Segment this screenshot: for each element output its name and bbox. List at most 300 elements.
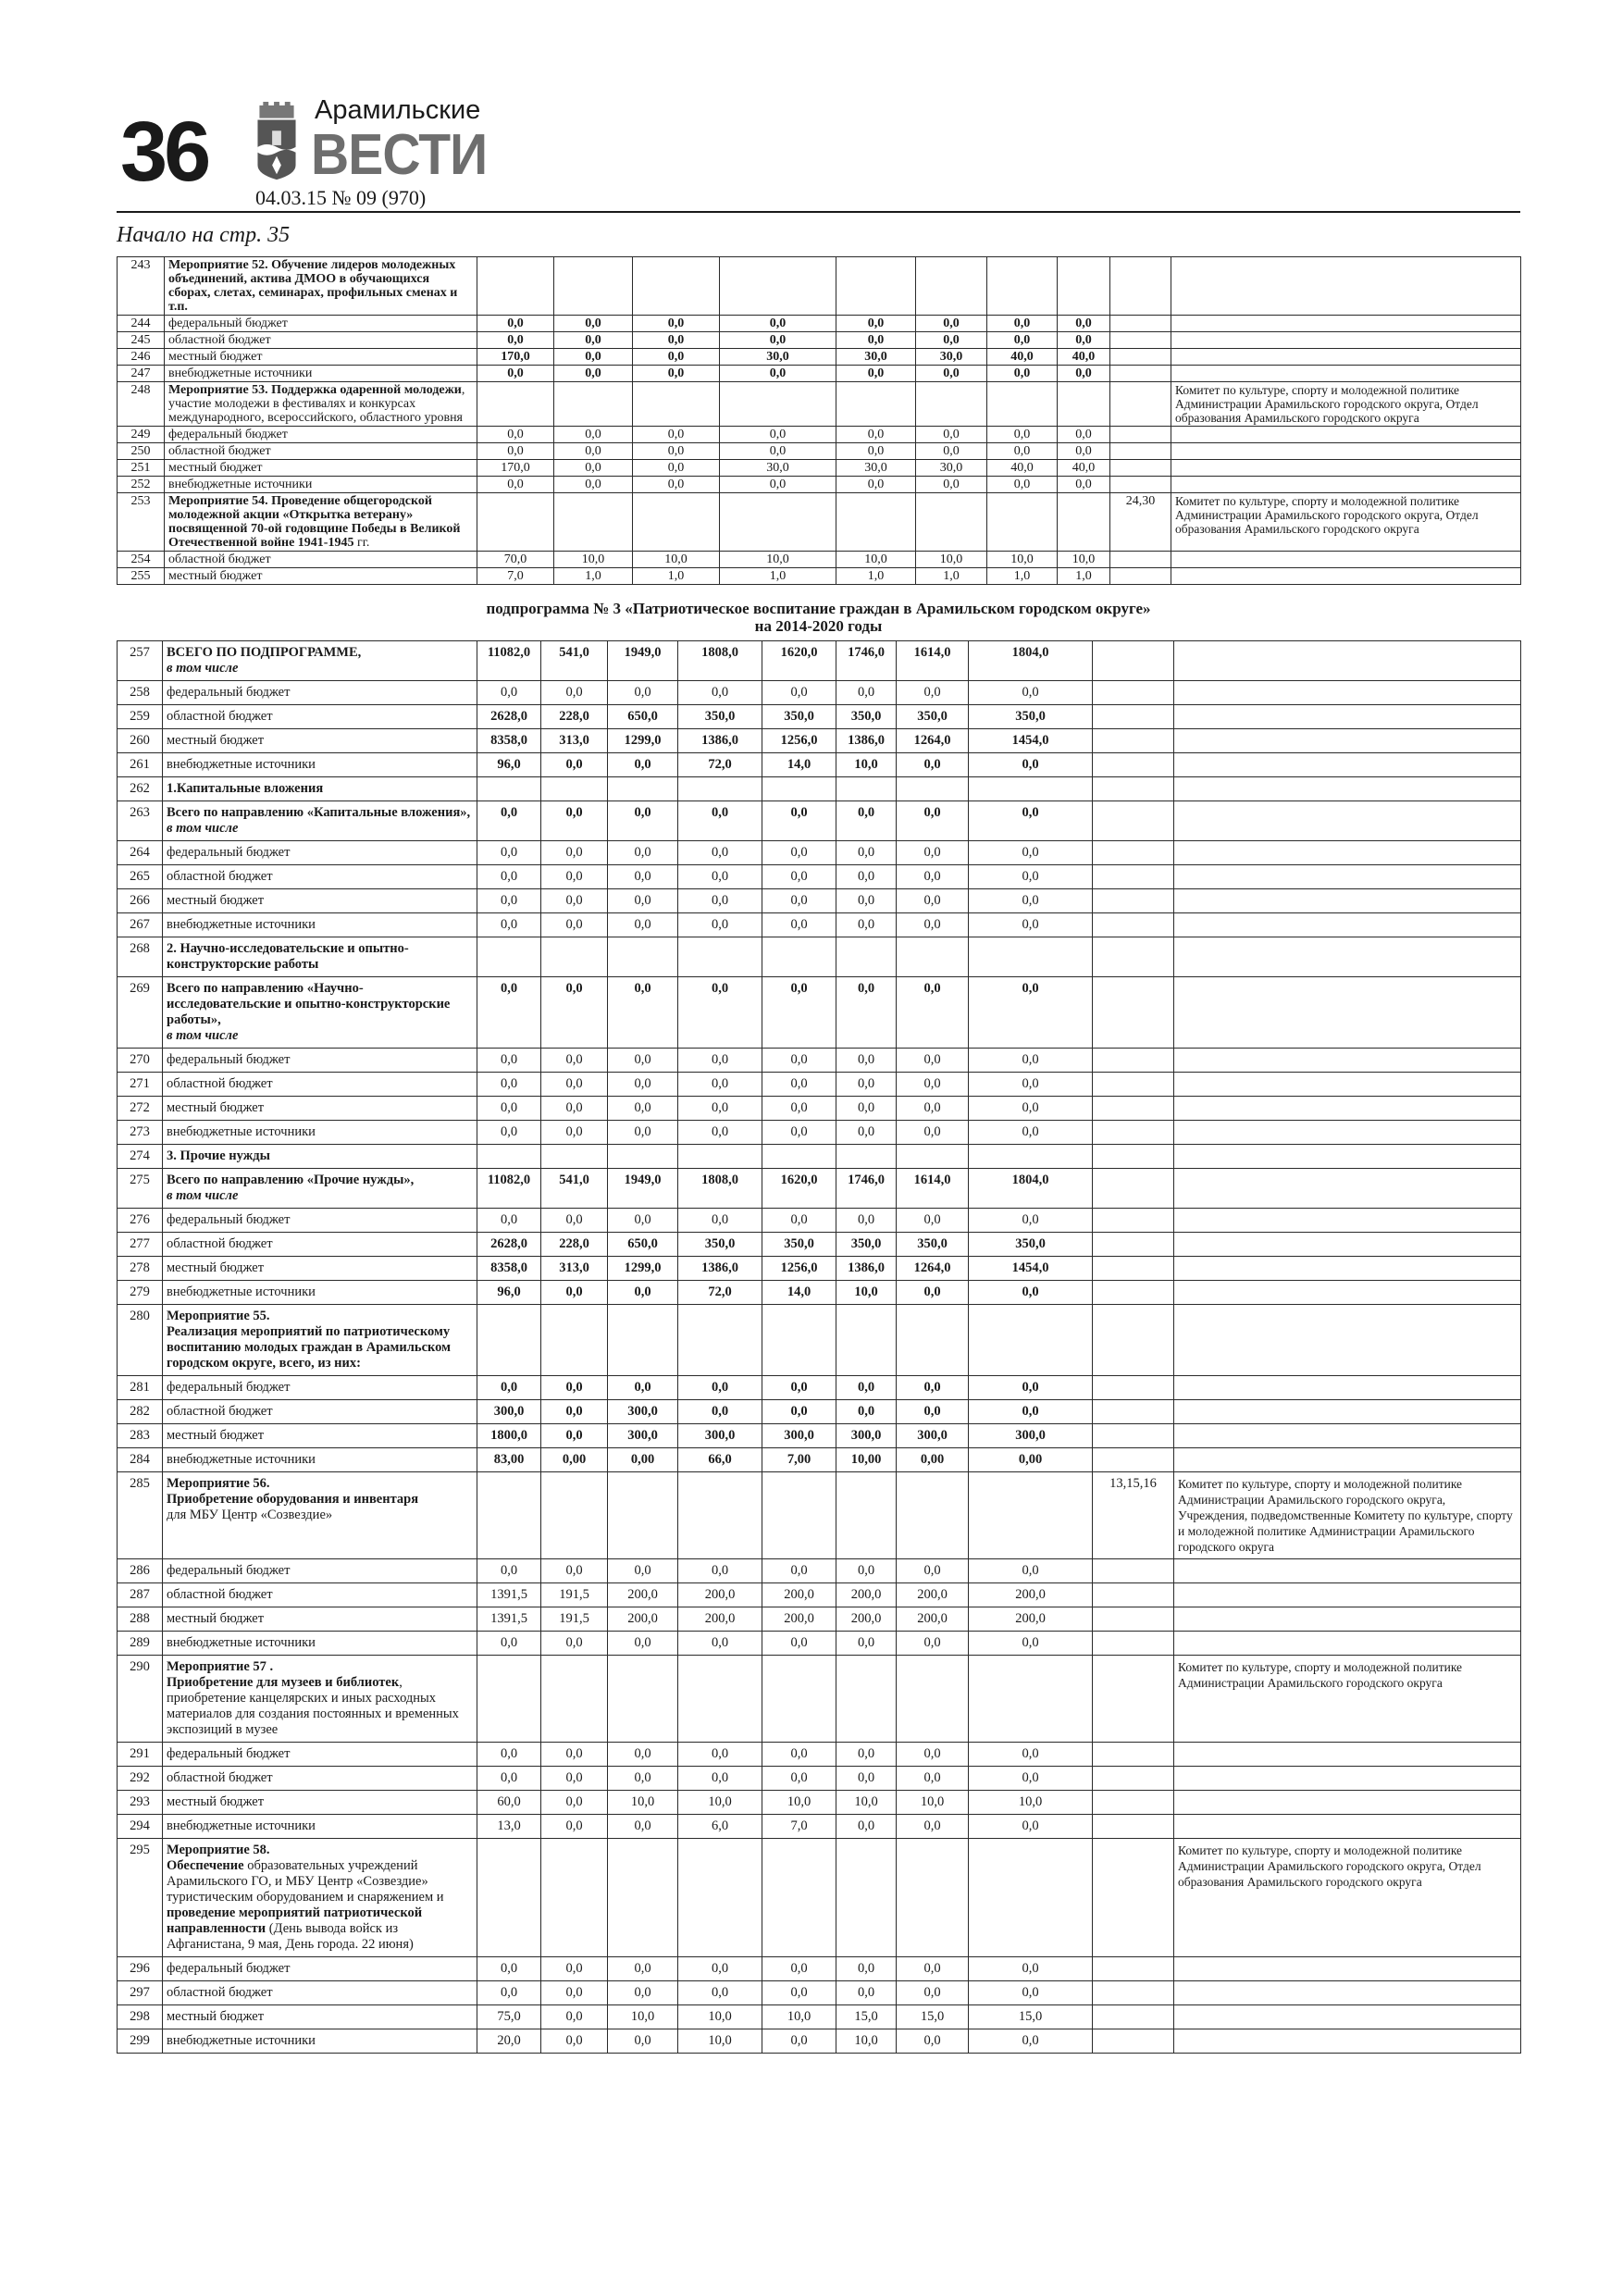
value-cell: 0,0: [678, 1743, 762, 1767]
value-cell: [541, 777, 608, 801]
subprogram-title-line2: на 2014-2020 годы: [754, 617, 883, 635]
label-segment: Мероприятие 57 . Приобретение для музеев и библиотек: [167, 1659, 400, 1690]
row-number: 244: [118, 316, 165, 332]
executor-cell: [1174, 977, 1521, 1049]
value-cell: 0,0: [554, 443, 633, 460]
value-cell: 0,0: [1058, 316, 1110, 332]
subprogram-3-table: [117, 640, 1521, 2054]
value-cell: 0,0: [678, 1632, 762, 1656]
value-cell: 0,0: [762, 889, 836, 913]
executor-cell: [1171, 316, 1521, 332]
value-cell: 0,0: [969, 2029, 1093, 2054]
continued-from-note: Начало на стр. 35: [117, 223, 291, 247]
value-cell: 0,0: [969, 1376, 1093, 1400]
value-cell: 0,0: [969, 1049, 1093, 1073]
value-cell: [987, 257, 1058, 316]
value-cell: 650,0: [608, 1233, 678, 1257]
row-number: 278: [118, 1257, 163, 1281]
table-row: [118, 753, 1521, 777]
value-cell: 1804,0: [969, 641, 1093, 681]
value-cell: 1808,0: [678, 641, 762, 681]
executor-cell: [1174, 889, 1521, 913]
row-number: 284: [118, 1448, 163, 1472]
value-cell: 0,0: [541, 1376, 608, 1400]
value-cell: 11082,0: [477, 1169, 541, 1209]
value-cell: [916, 493, 987, 552]
value-cell: 0,0: [916, 443, 987, 460]
label-segment: гг.: [356, 536, 370, 550]
value-cell: 0,0: [969, 753, 1093, 777]
value-cell: 1256,0: [762, 1257, 836, 1281]
value-cell: 0,0: [762, 1400, 836, 1424]
row-label: [165, 332, 477, 349]
value-cell: 10,0: [608, 2005, 678, 2029]
row-number: 261: [118, 753, 163, 777]
value-cell: 0,00: [541, 1448, 608, 1472]
row-label: [163, 841, 477, 865]
value-cell: [1058, 257, 1110, 316]
value-cell: 14,0: [762, 753, 836, 777]
value-cell: 0,0: [678, 1209, 762, 1233]
value-cell: 300,0: [836, 1424, 897, 1448]
target-indicators-cell: [1093, 1957, 1174, 1981]
row-label: [165, 443, 477, 460]
table-row: [118, 366, 1521, 382]
row-number: 286: [118, 1559, 163, 1583]
value-cell: [916, 382, 987, 427]
value-cell: 0,0: [541, 1815, 608, 1839]
value-cell: [836, 777, 897, 801]
label-segment: областной бюджет: [167, 1587, 273, 1602]
value-cell: 10,0: [987, 552, 1058, 568]
row-number: 249: [118, 427, 165, 443]
table-row: [118, 1583, 1521, 1607]
value-cell: [678, 1145, 762, 1169]
target-indicators-cell: [1093, 2005, 1174, 2029]
value-cell: [477, 777, 541, 801]
table-row: [118, 1049, 1521, 1073]
value-cell: 0,0: [720, 477, 836, 493]
target-indicators-cell: [1093, 1767, 1174, 1791]
value-cell: 228,0: [541, 1233, 608, 1257]
table-row: [118, 382, 1521, 427]
executor-cell: [1171, 366, 1521, 382]
label-segment: местный бюджет: [167, 893, 265, 908]
target-indicators-cell: [1093, 1305, 1174, 1376]
value-cell: 0,0: [608, 913, 678, 937]
value-cell: 1620,0: [762, 1169, 836, 1209]
value-cell: 300,0: [762, 1424, 836, 1448]
row-number: 274: [118, 1145, 163, 1169]
target-indicators-cell: [1110, 427, 1171, 443]
value-cell: 10,0: [678, 1791, 762, 1815]
value-cell: 15,0: [897, 2005, 969, 2029]
value-cell: 0,0: [1058, 477, 1110, 493]
value-cell: 0,0: [678, 913, 762, 937]
table-row: [118, 2005, 1521, 2029]
value-cell: [762, 1145, 836, 1169]
value-cell: 1454,0: [969, 1257, 1093, 1281]
row-number: 264: [118, 841, 163, 865]
label-segment: Всего по направлению «Прочие нужды»,: [167, 1173, 415, 1187]
row-number: 269: [118, 977, 163, 1049]
row-number: 263: [118, 801, 163, 841]
value-cell: 350,0: [762, 705, 836, 729]
row-label: [165, 477, 477, 493]
value-cell: 1949,0: [608, 641, 678, 681]
row-number: 297: [118, 1981, 163, 2005]
value-cell: 0,0: [541, 2029, 608, 2054]
value-cell: [987, 493, 1058, 552]
row-number: 282: [118, 1400, 163, 1424]
target-indicators-cell: [1093, 1257, 1174, 1281]
value-cell: 7,0: [477, 568, 554, 585]
label-segment: в том числе: [167, 661, 239, 676]
row-label: [165, 316, 477, 332]
row-label: [163, 1448, 477, 1472]
value-cell: 0,0: [969, 1073, 1093, 1097]
row-label: [163, 1656, 477, 1743]
table-row: [118, 332, 1521, 349]
value-cell: 1746,0: [836, 641, 897, 681]
label-segment: в том числе: [167, 1188, 239, 1203]
row-label: [163, 1281, 477, 1305]
value-cell: 0,0: [633, 443, 720, 460]
table-row: [118, 1472, 1521, 1559]
value-cell: 0,0: [477, 841, 541, 865]
value-cell: 0,0: [608, 1097, 678, 1121]
label-segment: (День вывода войск из Афганистана, 9 мая, День города. 22 июня): [167, 1921, 414, 1952]
value-cell: 0,0: [678, 1559, 762, 1583]
value-cell: 30,0: [836, 349, 916, 366]
row-label: [163, 1472, 477, 1559]
label-segment: в том числе: [167, 821, 239, 836]
value-cell: 0,0: [916, 477, 987, 493]
label-segment: областной бюджет: [167, 1770, 273, 1785]
value-cell: 20,0: [477, 2029, 541, 2054]
value-cell: 0,0: [836, 1121, 897, 1145]
label-segment: федеральный бюджет: [167, 1563, 291, 1578]
value-cell: [633, 382, 720, 427]
target-indicators-cell: [1093, 977, 1174, 1049]
label-segment: образовательных учреждений Арамильского ГО, и МБУ Центр «Созвездие» туристическим оборудованием и снаряжением и: [167, 1858, 444, 1905]
label-segment: Мероприятие 55. Реализация мероприятий по патриотическому воспитанию молодых граждан в Арамильском городском округе, всего, из них:: [167, 1309, 452, 1371]
value-cell: 0,0: [720, 316, 836, 332]
value-cell: 0,0: [678, 865, 762, 889]
row-label: [163, 865, 477, 889]
executor-cell: [1174, 705, 1521, 729]
label-segment: местный бюджет: [167, 733, 265, 748]
target-indicators-cell: [1093, 1233, 1174, 1257]
label-segment: Мероприятие 52. Обучение лидеров молодежных объединений, актива ДМОО в обучающихся сборах, слетах, семинарах, профильных сменах и т.п.: [168, 258, 458, 314]
target-indicators-cell: [1093, 1448, 1174, 1472]
row-label: [163, 753, 477, 777]
row-number: 299: [118, 2029, 163, 2054]
value-cell: 0,0: [987, 332, 1058, 349]
executor-cell: [1174, 1743, 1521, 1767]
value-cell: [897, 1305, 969, 1376]
value-cell: [897, 937, 969, 977]
table-row: [118, 1791, 1521, 1815]
value-cell: 0,0: [477, 1209, 541, 1233]
value-cell: 0,0: [969, 1559, 1093, 1583]
target-indicators-cell: [1093, 1209, 1174, 1233]
label-segment: внебюджетные источники: [167, 1124, 316, 1139]
value-cell: [969, 937, 1093, 977]
row-label: [163, 1767, 477, 1791]
row-label: [163, 1583, 477, 1607]
row-number: 262: [118, 777, 163, 801]
row-number: 276: [118, 1209, 163, 1233]
value-cell: 7,00: [762, 1448, 836, 1472]
value-cell: 0,0: [608, 681, 678, 705]
value-cell: 0,0: [987, 427, 1058, 443]
target-indicators-cell: [1093, 937, 1174, 977]
value-cell: 0,0: [633, 366, 720, 382]
value-cell: 0,0: [836, 1376, 897, 1400]
row-number: 257: [118, 641, 163, 681]
target-indicators-cell: [1110, 257, 1171, 316]
value-cell: 10,0: [762, 1791, 836, 1815]
value-cell: 0,0: [477, 801, 541, 841]
target-indicators-cell: 24,30: [1110, 493, 1171, 552]
value-cell: [678, 1656, 762, 1743]
value-cell: 0,0: [836, 332, 916, 349]
value-cell: [477, 382, 554, 427]
value-cell: 1386,0: [678, 729, 762, 753]
row-label: [163, 1169, 477, 1209]
label-segment: внебюджетные источники: [168, 366, 313, 380]
row-number: 253: [118, 493, 165, 552]
value-cell: 0,0: [916, 427, 987, 443]
value-cell: 350,0: [969, 705, 1093, 729]
row-number: 248: [118, 382, 165, 427]
value-cell: 0,0: [836, 366, 916, 382]
value-cell: 0,0: [678, 1376, 762, 1400]
value-cell: 0,0: [678, 681, 762, 705]
value-cell: 0,0: [762, 1981, 836, 2005]
value-cell: 8358,0: [477, 1257, 541, 1281]
row-label: [165, 427, 477, 443]
value-cell: 541,0: [541, 1169, 608, 1209]
value-cell: 1391,5: [477, 1583, 541, 1607]
row-label: [163, 1097, 477, 1121]
value-cell: 0,0: [541, 1767, 608, 1791]
value-cell: 0,0: [633, 349, 720, 366]
table-row: [118, 1743, 1521, 1767]
value-cell: [836, 937, 897, 977]
target-indicators-cell: [1110, 366, 1171, 382]
value-cell: 0,0: [720, 332, 836, 349]
value-cell: [969, 1656, 1093, 1743]
value-cell: 10,0: [554, 552, 633, 568]
value-cell: 10,0: [633, 552, 720, 568]
table-row: [118, 1073, 1521, 1097]
value-cell: [554, 493, 633, 552]
value-cell: [678, 777, 762, 801]
target-indicators-cell: [1093, 729, 1174, 753]
value-cell: [678, 1305, 762, 1376]
target-indicators-cell: [1093, 1656, 1174, 1743]
executor-cell: [1174, 913, 1521, 937]
value-cell: 1,0: [720, 568, 836, 585]
value-cell: 200,0: [897, 1607, 969, 1632]
target-indicators-cell: [1093, 841, 1174, 865]
value-cell: [836, 493, 916, 552]
value-cell: 0,0: [541, 865, 608, 889]
value-cell: 72,0: [678, 1281, 762, 1305]
executor-cell: [1174, 1257, 1521, 1281]
value-cell: 0,0: [541, 1281, 608, 1305]
executor-cell: [1174, 1424, 1521, 1448]
label-segment: для МБУ Центр «Созвездие»: [167, 1508, 333, 1522]
label-segment: местный бюджет: [167, 1260, 265, 1275]
value-cell: 72,0: [678, 753, 762, 777]
value-cell: 14,0: [762, 1281, 836, 1305]
value-cell: 0,0: [608, 865, 678, 889]
value-cell: 0,0: [762, 1209, 836, 1233]
table-row: [118, 913, 1521, 937]
value-cell: 0,0: [969, 1097, 1093, 1121]
value-cell: 0,0: [1058, 332, 1110, 349]
value-cell: 0,0: [541, 913, 608, 937]
row-label: [163, 681, 477, 705]
executor-cell: [1171, 477, 1521, 493]
value-cell: 0,0: [762, 1632, 836, 1656]
value-cell: 1808,0: [678, 1169, 762, 1209]
value-cell: 0,0: [541, 681, 608, 705]
value-cell: 191,5: [541, 1583, 608, 1607]
value-cell: 0,0: [554, 366, 633, 382]
executor-cell: [1174, 2005, 1521, 2029]
value-cell: [633, 493, 720, 552]
label-segment: федеральный бюджет: [168, 316, 288, 330]
target-indicators-cell: [1110, 382, 1171, 427]
value-cell: [608, 937, 678, 977]
value-cell: 0,0: [897, 1281, 969, 1305]
value-cell: 60,0: [477, 1791, 541, 1815]
executor-cell: [1171, 552, 1521, 568]
value-cell: 0,0: [969, 1121, 1093, 1145]
row-label: [163, 2005, 477, 2029]
value-cell: 0,0: [969, 1767, 1093, 1791]
value-cell: 0,0: [897, 1815, 969, 1839]
value-cell: 300,0: [608, 1424, 678, 1448]
row-label: [163, 1305, 477, 1376]
value-cell: [836, 1839, 897, 1957]
value-cell: 1299,0: [608, 1257, 678, 1281]
executor-cell: [1174, 1791, 1521, 1815]
value-cell: 0,0: [969, 1281, 1093, 1305]
executor-cell: Комитет по культуре, спорту и молодежной политике Администрации Арамильского городского округа, Отдел образования Арамильского городского округа: [1174, 1839, 1521, 1957]
value-cell: 200,0: [678, 1583, 762, 1607]
executor-cell: [1174, 1073, 1521, 1097]
value-cell: [477, 493, 554, 552]
value-cell: 0,0: [1058, 443, 1110, 460]
executor-cell: [1174, 681, 1521, 705]
value-cell: 10,0: [608, 1791, 678, 1815]
value-cell: 0,0: [987, 477, 1058, 493]
value-cell: [608, 777, 678, 801]
row-label: [163, 2029, 477, 2054]
value-cell: 0,0: [554, 427, 633, 443]
value-cell: [678, 1839, 762, 1957]
value-cell: 0,0: [987, 316, 1058, 332]
executor-cell: [1174, 1559, 1521, 1583]
value-cell: 0,0: [678, 1121, 762, 1145]
row-number: 296: [118, 1957, 163, 1981]
value-cell: 350,0: [969, 1233, 1093, 1257]
label-segment: ВСЕГО ПО ПОДПРОГРАММЕ,: [167, 645, 362, 660]
row-label: [163, 1981, 477, 2005]
value-cell: 0,0: [477, 1559, 541, 1583]
table-row: [118, 1981, 1521, 2005]
value-cell: 0,0: [541, 1981, 608, 2005]
row-label: [163, 1376, 477, 1400]
value-cell: [477, 1305, 541, 1376]
value-cell: 0,0: [897, 1097, 969, 1121]
row-label: [163, 1121, 477, 1145]
value-cell: 0,0: [897, 1767, 969, 1791]
table-row: [118, 1815, 1521, 1839]
value-cell: 0,0: [762, 1049, 836, 1073]
table-row: [118, 1656, 1521, 1743]
executor-cell: Комитет по культуре, спорту и молодежной политике Администрации Арамильского городского округа, Отдел образования Арамильского городского округа: [1171, 382, 1521, 427]
target-indicators-cell: [1093, 705, 1174, 729]
value-cell: 10,0: [969, 1791, 1093, 1815]
row-label: [163, 1209, 477, 1233]
value-cell: 75,0: [477, 2005, 541, 2029]
value-cell: 0,0: [836, 681, 897, 705]
value-cell: 0,0: [678, 841, 762, 865]
executor-cell: [1171, 349, 1521, 366]
value-cell: 0,0: [477, 1097, 541, 1121]
table-row: [118, 1209, 1521, 1233]
row-number: 289: [118, 1632, 163, 1656]
value-cell: 0,0: [633, 316, 720, 332]
executor-cell: [1174, 641, 1521, 681]
budget-table-continued: [117, 256, 1521, 585]
value-cell: 0,0: [477, 889, 541, 913]
value-cell: 0,0: [836, 316, 916, 332]
value-cell: 0,0: [477, 1121, 541, 1145]
label-segment: 3. Прочие нужды: [167, 1148, 270, 1163]
value-cell: [608, 1305, 678, 1376]
table-row: [118, 349, 1521, 366]
value-cell: 0,0: [554, 477, 633, 493]
row-label: [163, 977, 477, 1049]
target-indicators-cell: [1093, 1424, 1174, 1448]
value-cell: 30,0: [720, 460, 836, 477]
value-cell: [678, 937, 762, 977]
value-cell: 0,0: [836, 1632, 897, 1656]
value-cell: 0,0: [633, 427, 720, 443]
label-segment: , приобретение канцелярских и иных расходных материалов для создания постоянных и временных экспозиций в музее: [167, 1675, 459, 1737]
value-cell: 0,0: [1058, 366, 1110, 382]
row-label: [163, 1815, 477, 1839]
row-number: 285: [118, 1472, 163, 1559]
value-cell: 0,0: [762, 1743, 836, 1767]
row-label: [163, 1257, 477, 1281]
value-cell: 0,0: [836, 889, 897, 913]
issue-date-number: 04.03.15 № 09 (970): [255, 186, 427, 209]
table-row: [118, 889, 1521, 913]
label-segment: внебюджетные источники: [167, 917, 316, 932]
table-row: [118, 777, 1521, 801]
value-cell: 0,0: [969, 1400, 1093, 1424]
value-cell: 0,0: [897, 1376, 969, 1400]
value-cell: 0,0: [836, 1981, 897, 2005]
